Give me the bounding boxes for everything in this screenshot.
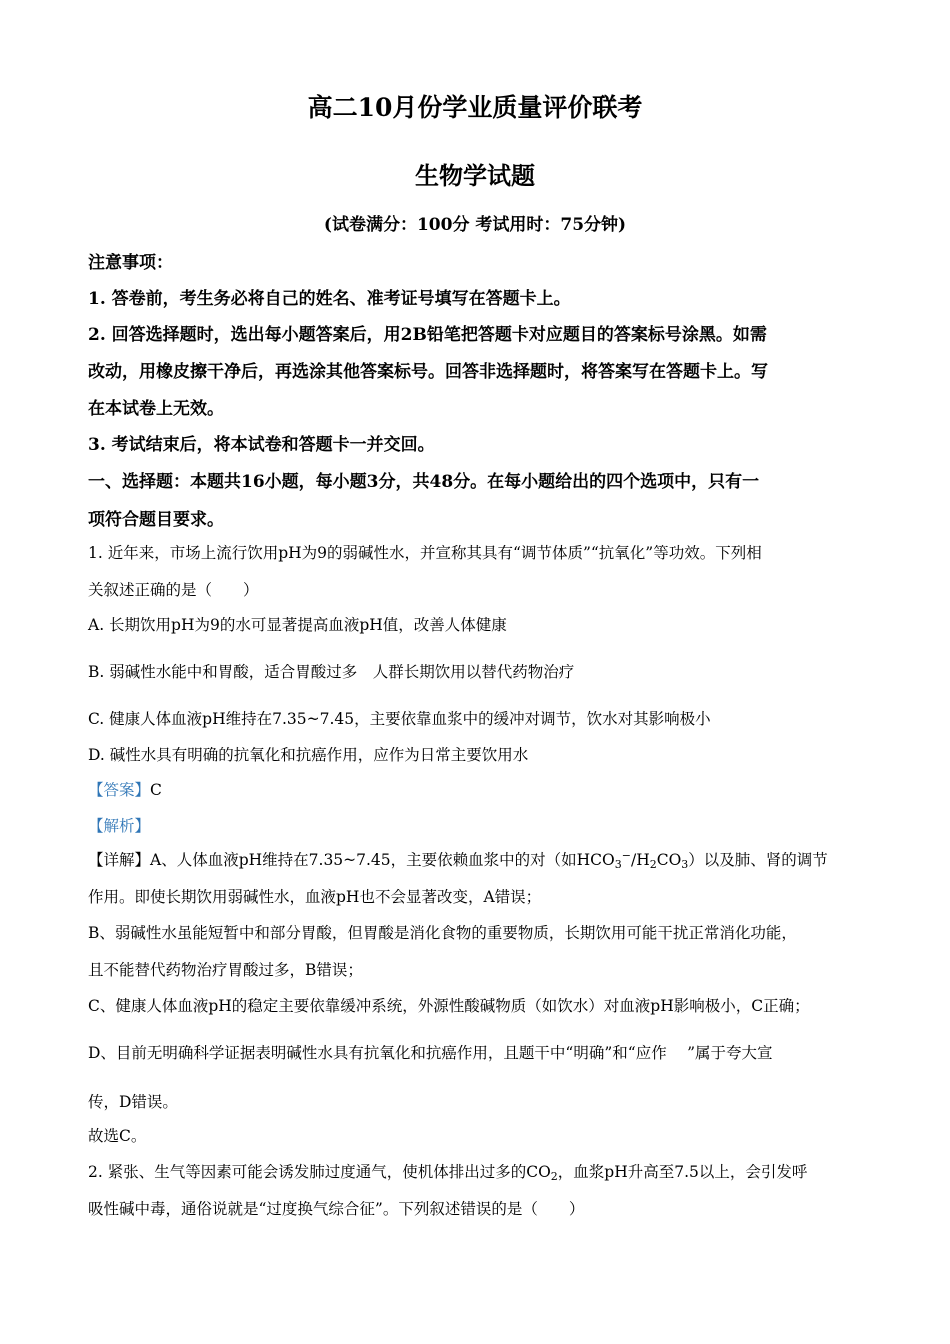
detail-b-line-2: 且不能替代药物治疗胃酸过多，B错误； bbox=[88, 961, 363, 979]
q1-stem-line-2: 关叙述正确的是（ ） bbox=[88, 581, 259, 599]
exam-info: (试卷满分：100分 考试用时：75分钟) bbox=[323, 215, 627, 235]
detail-c: C、健康人体血液pH的稳定主要依靠缓冲系统，外源性酸碱物质（如饮水）对血液pH影响极小，C正确； bbox=[88, 997, 810, 1015]
detail-d-line-1: D、目前无明确科学证据表明碱性水具有抗氧化和抗癌作用，且题干中“明确”和“应作 ”属于夸大宣 bbox=[88, 1044, 773, 1062]
note-2-line-3: 在本试卷上无效。 bbox=[88, 399, 224, 419]
q1-answer-line bbox=[88, 778, 162, 800]
detail-b-line-1: B、弱碱性水虽能短暂中和部分胃酸，但胃酸是消化食物的重要物质，长期饮用可能干扰正常消化功能， bbox=[88, 924, 797, 942]
q1-conclusion: 故选C。 bbox=[88, 1127, 147, 1145]
q1-option-c: C. 健康人体血液pH维持在7.35~7.45，主要依靠血浆中的缓冲对调节，饮水对其影响极小 bbox=[88, 710, 711, 728]
detail-a-line-1: 【详解】A、人体血液pH维持在7.35~7.45，主要依赖血浆中的对（如$HCO_3^-/H_2CO_3$）以及肺、肾的调节 bbox=[88, 849, 828, 871]
answer-value: C bbox=[150, 781, 162, 799]
q1-option-d: D. 碱性水具有明确的抗氧化和抗癌作用，应作为日常主要饮用水 bbox=[88, 746, 529, 764]
section-1-line-1: 一、选择题：本题共16小题，每小题3分，共48分。在每小题给出的四个选项中，只有一 bbox=[88, 472, 760, 492]
detail-a-line-2: 作用。即使长期饮用弱碱性水，血液pH也不会显著改变，A错误； bbox=[88, 888, 542, 906]
notes-heading: 注意事项： bbox=[88, 253, 173, 273]
note-3: 3. 考试结束后，将本试卷和答题卡一并交回。 bbox=[88, 435, 435, 455]
section-1-line-2: 项符合题目要求。 bbox=[88, 510, 224, 530]
note-2-line-2: 改动，用橡皮擦干净后，再选涂其他答案标号。回答非选择题时，将答案写在答题卡上。写 bbox=[88, 362, 768, 382]
note-1: 1. 答卷前，考生务必将自己的姓名、准考证号填写在答题卡上。 bbox=[88, 289, 571, 309]
analysis-tag: 【解析】 bbox=[88, 817, 151, 835]
q2-stem-line-1: 2. 紧张、生气等因素可能会诱发肺过度通气，使机体排出过多的$CO_2$，血浆pH升高至7.5以上，会引发呼 bbox=[88, 1163, 808, 1183]
answer-tag: 【答案】 bbox=[88, 781, 151, 799]
q1-option-b: B. 弱碱性水能中和胃酸，适合胃酸过多 人群长期饮用以替代药物治疗 bbox=[88, 663, 575, 681]
q1-stem-line-1: 1. 近年来，市场上流行饮用pH为9的弱碱性水，并宣称其具有“调节体质”“抗氧化”等功效。下列相 bbox=[88, 544, 762, 562]
q1-option-a: A. 长期饮用pH为9的水可显著提高血液pH值，改善人体健康 bbox=[88, 616, 507, 634]
detail-d-line-2: 传，D错误。 bbox=[88, 1093, 178, 1111]
detail-tag: 【详解】 bbox=[88, 851, 151, 869]
exam-title: 高二10月份学业质量评价联考 bbox=[307, 93, 643, 122]
note-2-line-1: 2. 回答选择题时，选出每小题答案后，用2B铅笔把答题卡对应题目的答案标号涂黑。如需 bbox=[88, 325, 767, 345]
q2-stem-line-2: 吸性碱中毒，通俗说就是“过度换气综合征”。下列叙述错误的是（ ） bbox=[88, 1200, 585, 1218]
subject-title: 生物学试题 bbox=[415, 161, 535, 190]
